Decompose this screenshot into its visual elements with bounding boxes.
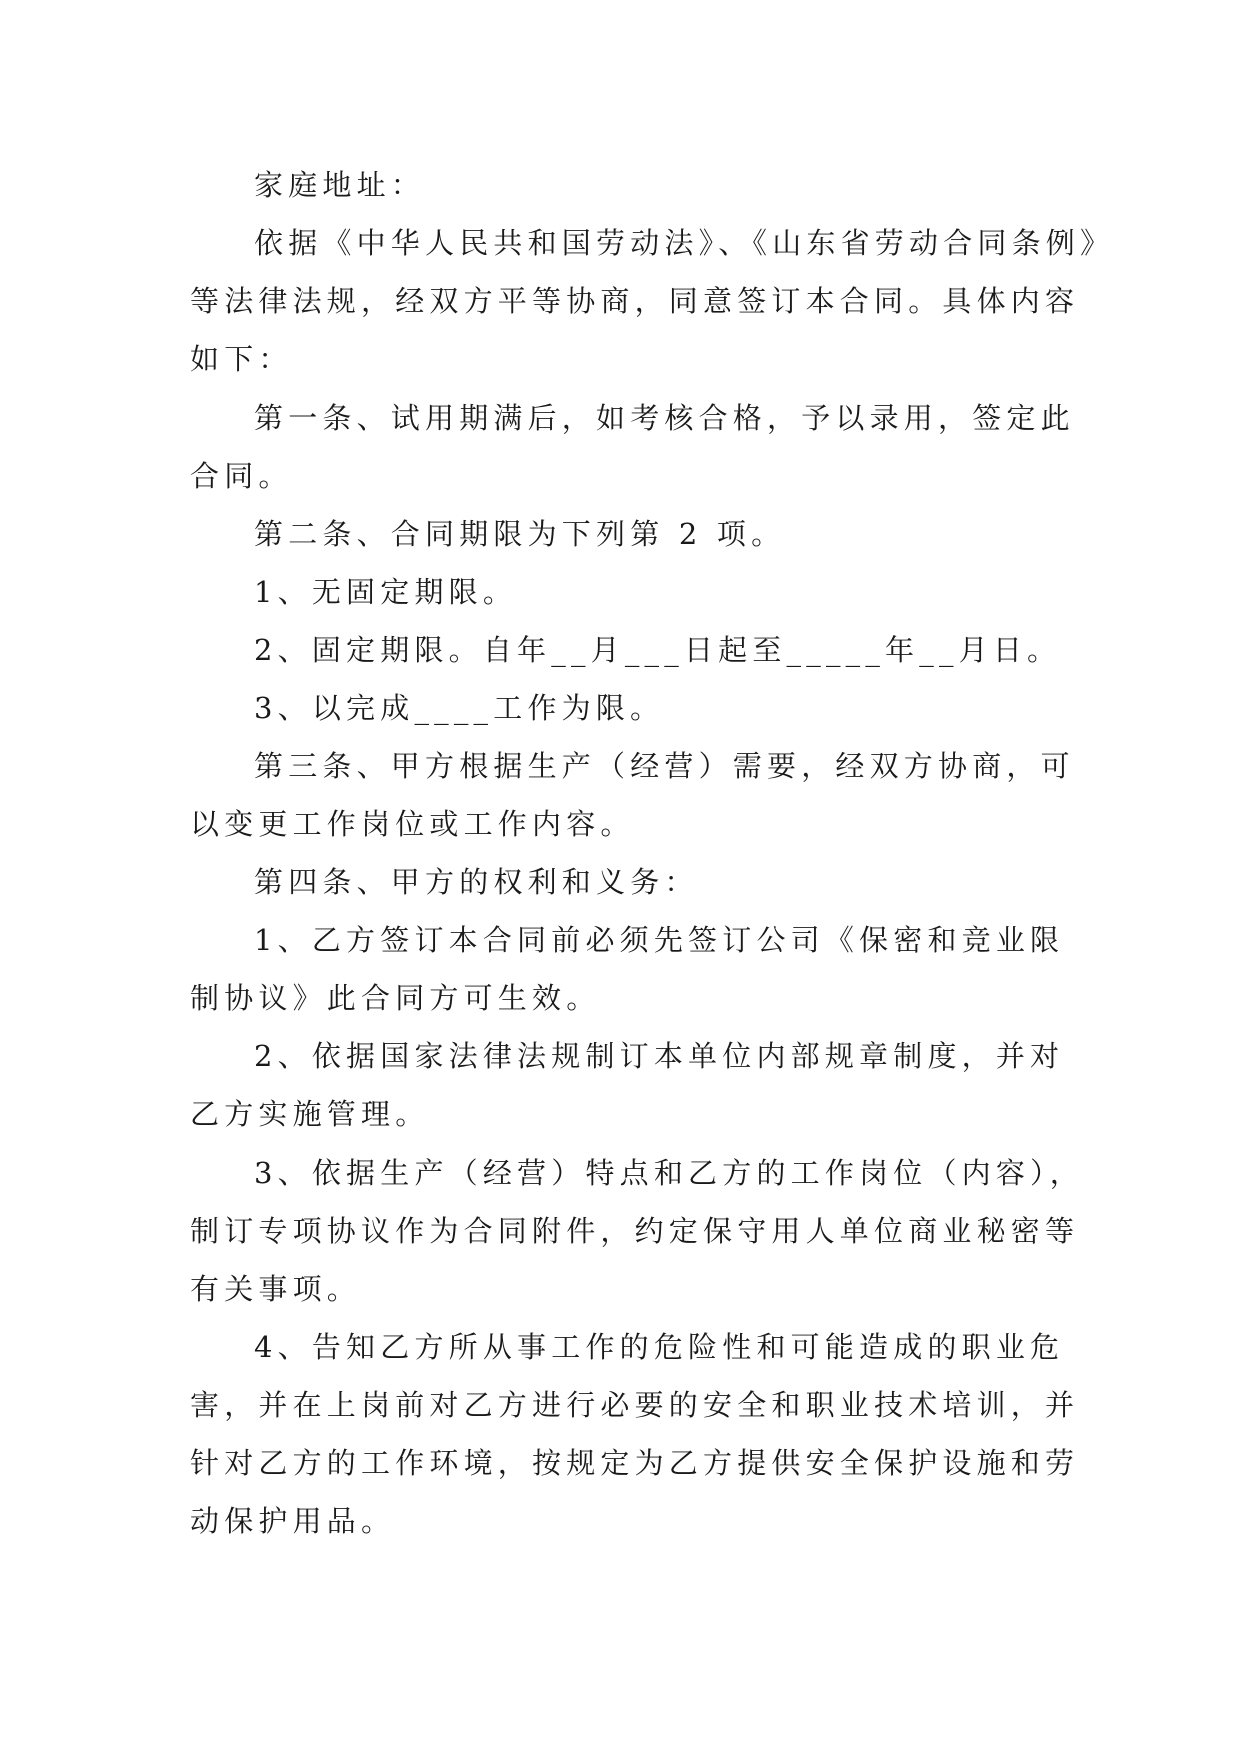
article-4-item-4-line-4: 动保护用品。 — [190, 1504, 396, 1538]
article-3-line-2: 以变更工作岗位或工作内容。 — [190, 807, 635, 841]
article-1-line-2: 合同。 — [190, 459, 293, 493]
article-4-item-4-line-1: 4、告知乙方所从事工作的危险性和可能造成的职业危 — [254, 1330, 1065, 1364]
article-3-line-1: 第三条、甲方根据生产（经营）需要，经双方协商，可 — [254, 749, 1075, 783]
article-2-item-1: 1、无固定期限。 — [254, 575, 518, 609]
article-2-heading: 第二条、合同期限为下列第 2 项。 — [254, 517, 786, 551]
article-4-item-3-line-3: 有关事项。 — [190, 1272, 362, 1306]
article-4-item-1-line-1: 1、乙方签订本合同前必须先签订公司《保密和竞业限 — [254, 923, 1065, 957]
article-4-item-2-line-1: 2、依据国家法律法规制订本单位内部规章制度，并对 — [254, 1039, 1065, 1073]
article-4-item-2-line-2: 乙方实施管理。 — [190, 1097, 430, 1131]
preamble-line-2: 等法律法规，经双方平等协商，同意签订本合同。具体内容 — [190, 284, 1080, 318]
article-4-item-4-line-2: 害，并在上岗前对乙方进行必要的安全和职业技术培训，并 — [190, 1388, 1080, 1422]
preamble-line-1: 依据《中华人民共和国劳动法》、《山东省劳动合同条例》 — [254, 226, 1115, 260]
article-4-item-3-line-1: 3、依据生产（经营）特点和乙方的工作岗位（内容）， — [254, 1156, 1084, 1190]
article-2-item-3: 3、以完成____工作为限。 — [254, 691, 665, 725]
article-1-line-1: 第一条、试用期满后，如考核合格，予以录用，签定此 — [254, 401, 1075, 435]
article-4-item-1-line-2: 制协议》此合同方可生效。 — [190, 981, 601, 1015]
home-address-label: 家庭地址： — [254, 168, 426, 202]
article-4-item-4-line-3: 针对乙方的工作环境，按规定为乙方提供安全保护设施和劳 — [190, 1446, 1080, 1480]
article-2-item-2: 2、固定期限。自年__月___日起至_____年__月日。 — [254, 633, 1062, 667]
preamble-line-3: 如下： — [190, 342, 293, 376]
article-4-heading: 第四条、甲方的权利和义务： — [254, 865, 699, 899]
article-4-item-3-line-2: 制订专项协议作为合同附件，约定保守用人单位商业秘密等 — [190, 1214, 1080, 1248]
